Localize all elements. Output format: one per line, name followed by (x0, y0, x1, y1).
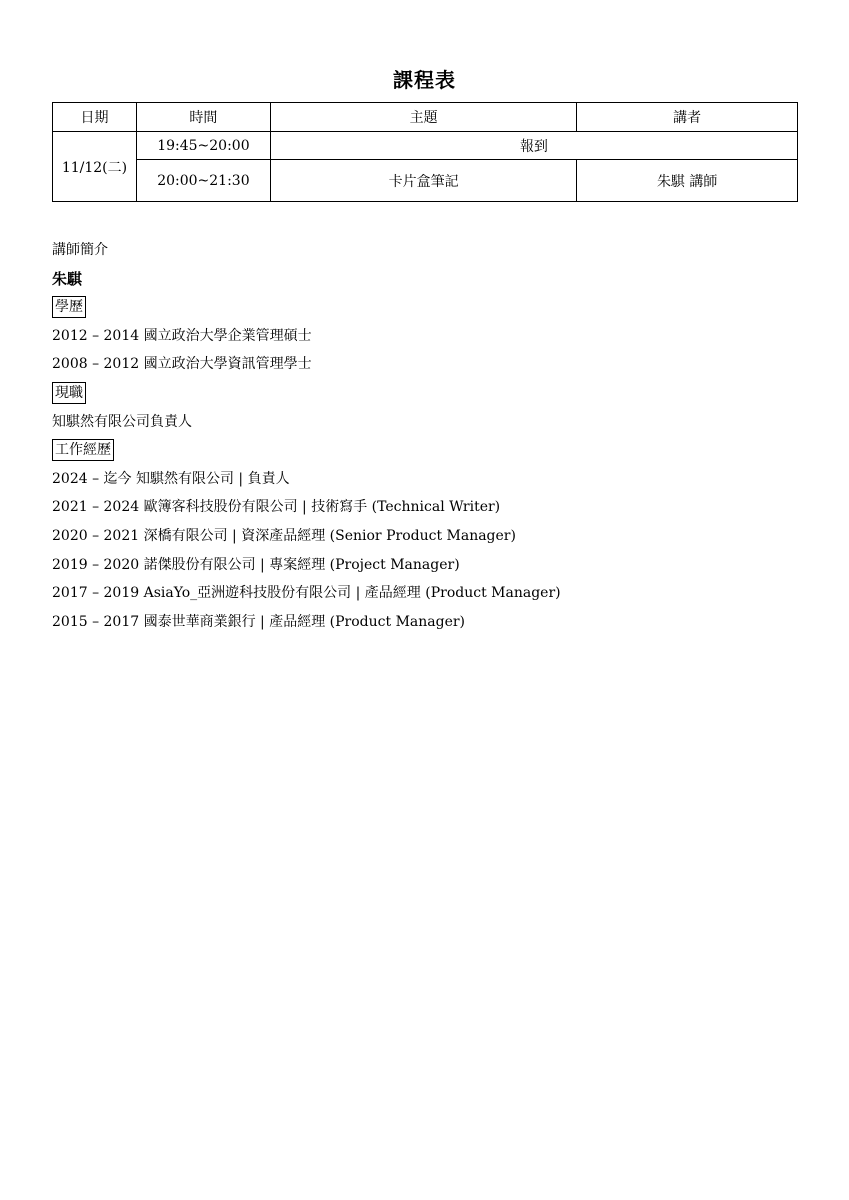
experience-item: 2019 – 2020 諾傑股份有限公司 | 專案經理 (Project Manager) (52, 556, 460, 573)
page-title: 課程表 (393, 68, 456, 92)
speaker-name: 朱騏 (52, 269, 83, 288)
date-cell: 11/12(二) (53, 132, 137, 202)
experience-item: 2017 – 2019 AsiaYo_亞洲遊科技股份有限公司 | 產品經理 (Product Manager) (52, 585, 561, 602)
experience-label: 工作經歷 (52, 439, 114, 461)
education-label: 學歷 (52, 296, 86, 318)
time-cell: 19:45~20:00 (136, 132, 270, 160)
education-item: 2012 – 2014 國立政治大學企業管理碩士 (52, 327, 312, 344)
header-time: 時間 (136, 103, 270, 132)
table-row (53, 160, 798, 202)
education-item: 2008 – 2012 國立政治大學資訊管理學士 (52, 356, 312, 373)
topic-cell: 報到 (270, 132, 797, 160)
header-topic: 主題 (270, 103, 576, 132)
current-position-label: 現職 (52, 382, 86, 404)
topic-cell: 卡片盒筆記 (270, 160, 576, 202)
experience-item: 2024 – 迄今 知騏然有限公司 | 負責人 (52, 470, 290, 487)
header-speaker: 講者 (577, 103, 798, 132)
schedule-header-row (53, 103, 798, 132)
speaker-bio (52, 236, 812, 636)
header-date: 日期 (53, 103, 137, 132)
schedule-table (52, 102, 798, 202)
experience-item: 2021 – 2024 歐簿客科技股份有限公司 | 技術寫手 (Technical Writer) (52, 499, 501, 516)
speaker-cell: 朱騏 講師 (577, 160, 798, 202)
time-cell: 20:00~21:30 (136, 160, 270, 202)
bio-intro-label: 講師簡介 (52, 242, 108, 258)
experience-item: 2020 – 2021 深橋有限公司 | 資深產品經理 (Senior Product Manager) (52, 527, 516, 544)
current-position: 知騏然有限公司負責人 (52, 413, 192, 430)
table-row (53, 132, 798, 160)
experience-item: 2015 – 2017 國泰世華商業銀行 | 產品經理 (Product Manager) (52, 613, 466, 630)
